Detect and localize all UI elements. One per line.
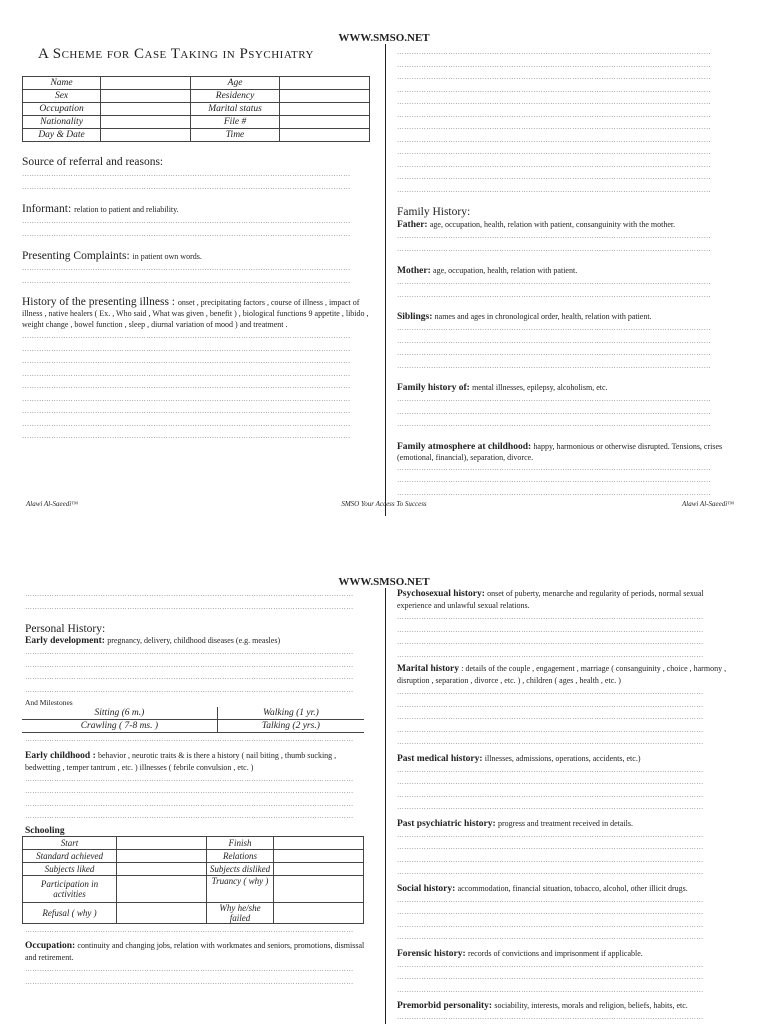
school-finish: Finish	[207, 836, 274, 849]
time-field[interactable]	[280, 129, 370, 142]
school-truancy-field[interactable]	[274, 875, 364, 902]
dotted-lines[interactable]: ……………………………………………………………………………………………………………… ……………………………………………………………………………………………………………… ………………………………………………………………………………………………………………	[397, 960, 704, 994]
dotted-lines[interactable]: ……………………………………………………………………………………………………………………… ………………………………………………………………………………………………………………………	[25, 590, 354, 611]
milestone-walking: Walking (1 yr.)	[217, 707, 364, 720]
sex-field[interactable]	[101, 90, 191, 103]
dotted-lines[interactable]: ……………………………………………………………………………………………………………………… ………………………………………………………………………………………………………………………	[25, 965, 354, 986]
dotted-lines[interactable]: ……………………………………………………………………………………………………………… ……………………………………………………………………………………………………………… ……………………………………………………………………………………………………………… ………………………………………………………………………………………………………………	[397, 830, 704, 876]
referral-heading: Source of referral and reasons:	[22, 156, 164, 168]
left-column	[25, 588, 370, 988]
name-field[interactable]	[101, 77, 191, 90]
psychosexual-section: Psychosexual history: onset of puberty, menarche and regularity of periods, normal sexual experience and unlawful sexual relations.	[397, 589, 704, 610]
label-name: Name	[23, 77, 101, 90]
label-file-number: File #	[191, 116, 280, 129]
label-residency: Residency	[191, 90, 280, 103]
school-relations-field[interactable]	[274, 849, 364, 862]
school-refusal: Refusal ( why )	[23, 902, 117, 923]
dotted-lines[interactable]: ……………………………………………………………………………………………………………… ……………………………………………………………………………………………………………… ……………………………………………………………………………………………………………… ……………………………………………………………………………………………………………… ………………………………………………………………………………………………………………	[397, 688, 704, 746]
complaints-heading: Presenting Complaints: in patient own words.	[22, 250, 202, 262]
early-childhood-section: Early childhood : behavior , neurotic traits & is there a history ( nail biting , thumb sucking , bedwetting , temper tantrum , etc. ) illnesses ( febrile convulsion , etc. )	[25, 750, 337, 772]
milestones-table	[22, 707, 364, 733]
dotted-lines[interactable]: ………………………………………………………………………………………………………………… …………………………………………………………………………………………………………………	[397, 278, 711, 299]
family-atmosphere-section: Family atmosphere at childhood: happy, harmonious or otherwise disrupted. Tensions, crises (emotional, financial), separation, divorce.	[397, 441, 723, 462]
site-header: WWW.SMSO.NET	[338, 576, 430, 588]
label-time: Time	[191, 129, 280, 142]
label-marital-status: Marital status	[191, 103, 280, 116]
schooling-heading: Schooling	[25, 825, 65, 836]
school-liked-field[interactable]	[117, 862, 207, 875]
milestone-crawling: Crawling ( 7-8 ms. )	[22, 720, 217, 733]
school-start: Start	[23, 836, 117, 849]
forensic-section: Forensic history: records of convictions and imprisonment if applicable.	[397, 948, 643, 959]
dotted-lines[interactable]: ……………………………………………………………………………………………………………………… ………………………………………………………………………………………………………………………	[22, 264, 351, 285]
residency-field[interactable]	[280, 90, 370, 103]
left-column	[22, 46, 372, 443]
occupation-section: Occupation: continuity and changing jobs, relation with workmates and seniors, promotions, dismissal and retirement.	[25, 941, 365, 962]
footer-slogan: SMSO Your Access To Success	[341, 500, 427, 508]
schooling-table	[22, 836, 364, 924]
milestone-sitting: Sitting (6 m.)	[22, 707, 217, 720]
age-field[interactable]	[280, 77, 370, 90]
past-psychiatric-section: Past psychiatric history: progress and treatment received in details.	[397, 818, 633, 829]
informant-heading: Informant: relation to patient and reliability.	[22, 203, 179, 215]
footer-author-right: Alawi Al-Saeedi™	[681, 500, 734, 508]
patient-info-table	[22, 76, 370, 142]
dotted-lines[interactable]: ………………………………………………………………………………………………………………… ………………………………………………………………………………………………………………… …………………………………………………………………………………………………………………	[397, 463, 711, 497]
early-development-section: Early development: pregnancy, delivery, childhood diseases (e.g. measles)	[25, 636, 281, 646]
school-participation: Participation in activities	[23, 875, 117, 902]
right-column	[397, 46, 737, 499]
label-nationality: Nationality	[23, 116, 101, 129]
social-history-section: Social history: accommodation, financial situation, tobacco, alcohol, other illicit drugs.	[397, 883, 688, 894]
dotted-lines[interactable]: ……………………………………………………………………………………………………………… ……………………………………………………………………………………………………………… ……………………………………………………………………………………………………………… ………………………………………………………………………………………………………………	[397, 895, 704, 941]
family-history-heading: Family History:	[397, 206, 471, 218]
nationality-field[interactable]	[101, 116, 191, 129]
form-title: A Scheme for Case Taking in Psychiatry	[38, 46, 314, 62]
dotted-lines[interactable]: ……………………………………………………………………………………………………………… ……………………………………………………………………………………………………………… ……………………………………………………………………………………………………………… ………………………………………………………………………………………………………………	[397, 765, 704, 811]
school-participation-field[interactable]	[117, 875, 207, 902]
dotted-lines[interactable]: ………………………………………………………………………………………………………………… ………………………………………………………………………………………………………………… ………………………………………………………………………………………………………………… ………………………………………………………………………………………………………………… ………………………………………………………………………………………………………………… ………………………………………………………………………………………………………………… ………………………………………………………………………………………………………………… ………………………………………………………………………………………………………………… ………………………………………………………………………………………………………………… ………………………………………………………………………………………………………………… ………………………………………………………………………………………………………………… …………………………………………………………………………………………………………………	[397, 48, 711, 194]
column-divider	[385, 44, 386, 516]
dotted-lines[interactable]: ………………………………………………………………………………………………………………… ………………………………………………………………………………………………………………… ………………………………………………………………………………………………………………… …………………………………………………………………………………………………………………	[397, 324, 711, 370]
file-number-field[interactable]	[280, 116, 370, 129]
family-history-of-section: Family history of: mental illnesses, epilepsy, alcoholism, etc.	[397, 383, 608, 393]
school-failed-field[interactable]	[274, 902, 364, 923]
label-age: Age	[191, 77, 280, 90]
premorbid-section: Premorbid personality: sociability, interests, morals and religion, beliefs, habits, etc.	[397, 1001, 688, 1011]
site-header: WWW.SMSO.NET	[338, 32, 430, 44]
dotted-lines[interactable]: ………………………………………………………………………………………………………………………	[25, 925, 354, 934]
hpi-heading: History of the presenting illness : onset , precipitating factors , course of illness , impact of illness , native healers ( Ex. , Who said , What was given , benefit ) , biological functions 9 appetite , libido , weight change , bowel function , sleep , diurnal variation of mood ) and treatment .	[22, 296, 369, 329]
day-date-field[interactable]	[101, 129, 191, 142]
school-relations: Relations	[207, 849, 274, 862]
dotted-lines[interactable]: ………………………………………………………………………………………………………………………	[25, 735, 354, 743]
school-standard-field[interactable]	[117, 849, 207, 862]
school-start-field[interactable]	[117, 836, 207, 849]
school-refusal-field[interactable]	[117, 902, 207, 923]
column-divider	[385, 588, 386, 1024]
school-disliked-field[interactable]	[274, 862, 364, 875]
school-subjects-disliked: Subjects disliked	[207, 862, 274, 875]
label-day-date: Day & Date	[23, 129, 101, 142]
dotted-lines[interactable]: ……………………………………………………………………………………………………………………… ……………………………………………………………………………………………………………………… ……………………………………………………………………………………………………………………… ………………………………………………………………………………………………………………………	[25, 774, 354, 820]
right-column	[397, 588, 732, 1024]
dotted-lines[interactable]: ……………………………………………………………………………………………………………………… ………………………………………………………………………………………………………………………	[22, 217, 351, 238]
marital-status-field[interactable]	[280, 103, 370, 116]
personal-history-heading: Personal History:	[25, 623, 106, 635]
siblings-section: Siblings: names and ages in chronological order, health, relation with patient.	[397, 312, 652, 322]
marital-section: Marital history : details of the couple , engagement , marriage ( consanguinity , choice , harmony , disruption , separation , divorce , etc. ) , children ( ages , health , etc. )	[397, 664, 727, 685]
label-occupation: Occupation	[23, 103, 101, 116]
milestones-label: And Milestones	[25, 698, 73, 707]
occupation-field[interactable]	[101, 103, 191, 116]
past-medical-section: Past medical history: illnesses, admissions, operations, accidents, etc.)	[397, 753, 641, 764]
dotted-lines[interactable]: ……………………………………………………………………………………………………………… ……………………………………………………………………………………………………………… ……………………………………………………………………………………………………………… ………………………………………………………………………………………………………………	[397, 613, 704, 659]
school-finish-field[interactable]	[274, 836, 364, 849]
dotted-lines[interactable]: ……………………………………………………………………………………………………………………… ………………………………………………………………………………………………………………………	[22, 170, 351, 191]
school-standard: Standard achieved	[23, 849, 117, 862]
dotted-lines[interactable]: ……………………………………………………………………………………………………………………… ……………………………………………………………………………………………………………………… ……………………………………………………………………………………………………………………… ………………………………………………………………………………………………………………………	[25, 648, 354, 694]
page-2	[0, 571, 768, 1024]
school-truancy: Truancy ( why )	[207, 875, 274, 902]
milestone-talking: Talking (2 yrs.)	[261, 721, 320, 731]
footer-author-left: Alawi Al-Saeedi™	[26, 500, 79, 508]
father-section: Father: age, occupation, health, relation with patient, consanguinity with the mother.	[397, 220, 676, 230]
dotted-lines[interactable]: ………………………………………………………………………………………………………………	[397, 1013, 704, 1021]
school-failed: Why he/she failed	[207, 902, 274, 923]
dotted-lines[interactable]: ……………………………………………………………………………………………………………………… ……………………………………………………………………………………………………………………… ……………………………………………………………………………………………………………………… ……………………………………………………………………………………………………………………… ……………………………………………………………………………………………………………………… ……………………………………………………………………………………………………………………… ……………………………………………………………………………………………………………………… ……………………………………………………………………………………………………………………… ………………………………………………………………………………………………………………………	[22, 332, 351, 440]
school-subjects-liked: Subjects liked	[23, 862, 117, 875]
dotted-lines[interactable]: ………………………………………………………………………………………………………………… …………………………………………………………………………………………………………………	[397, 232, 711, 253]
dotted-lines[interactable]: ………………………………………………………………………………………………………………… ………………………………………………………………………………………………………………… …………………………………………………………………………………………………………………	[397, 395, 711, 428]
label-sex: Sex	[23, 90, 101, 103]
mother-section: Mother: age, occupation, health, relation with patient.	[397, 266, 578, 276]
